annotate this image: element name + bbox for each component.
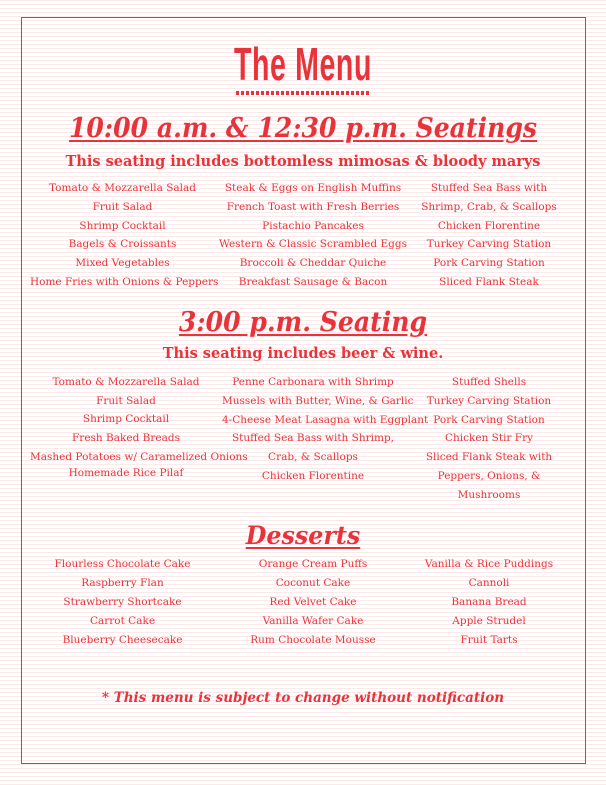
list-item: Turkey Carving Station (426, 394, 552, 407)
list-item: Chicken Florentine (261, 469, 365, 482)
list-item: Western & Classic Scrambled Eggs (219, 238, 407, 251)
desserts-col-2 (218, 555, 408, 650)
list-item: Penne Carbonara with Shrimp (232, 376, 394, 388)
list-item: Banana Bread (451, 596, 527, 608)
list-item: Fruit Tarts (460, 634, 518, 646)
list-item: Home Fries with Onions & Peppers (30, 275, 219, 288)
list-item: Tomato & Mozzarella Salad (52, 376, 200, 388)
list-item: Pork Carving Station (433, 257, 545, 270)
list-item: French Toast with Fresh Berries (226, 200, 400, 213)
list-item: Mussels with Butter, Wine, & Garlic (222, 394, 414, 407)
list-item: Rum Chocolate Mousse (250, 634, 376, 646)
list-item: Turkey Carving Station (426, 238, 552, 251)
list-item: Blueberry Cheesecake (62, 634, 183, 646)
list-item: Apple Strudel (452, 615, 526, 627)
section1-col-2 (218, 179, 408, 292)
list-item: Red Velvet Cake (269, 596, 357, 608)
desserts-col-1 (30, 555, 215, 650)
list-item: Chicken Stir Fry (444, 432, 534, 445)
list-item: Sliced Flank Steak (439, 275, 539, 288)
list-item: Breakfast Sausage & Bacon (238, 275, 388, 288)
list-item: Shrimp Cocktail (82, 413, 170, 425)
list-item: Vanilla & Rice Puddings (424, 558, 554, 570)
list-item: Sliced Flank Steak with Peppers, Onions, & Mushrooms (425, 451, 553, 501)
list-item: Stuffed Sea Bass with Shrimp, Crab, & Scallops (231, 432, 395, 464)
list-item: Steak & Eggs on English Muffins (224, 182, 402, 194)
section1-col-3 (414, 179, 564, 292)
section2-col-3 (414, 373, 564, 505)
list-item: Bagels & Croissants (68, 238, 177, 251)
list-item: Tomato & Mozzarella Salad (48, 182, 197, 194)
section1-heading: 10:00 a.m. & 12:30 p.m. Seatings (68, 113, 538, 144)
list-item: Mashed Potatoes w/ Caramelized Onions (30, 451, 248, 463)
list-item: Orange Cream Puffs (258, 558, 368, 570)
desserts-col-3 (414, 555, 564, 650)
list-item: Broccoli & Cheddar Quiche (239, 257, 387, 270)
list-item: Raspberry Flan (81, 577, 164, 589)
section2-col-2 (222, 373, 429, 486)
list-item: Pork Carving Station (433, 413, 545, 426)
list-item: Shrimp Cocktail (79, 219, 166, 232)
section1-subheading: This seating includes bottomless mimosas & bloody marys (65, 153, 541, 170)
list-item: 4-Cheese Meat Lasagna with Eggplant (222, 413, 429, 426)
page-title: The Menu (233, 38, 373, 90)
section2-heading: 3:00 p.m. Seating (178, 307, 428, 338)
title-underline (236, 91, 370, 95)
list-item: Vanilla Wafer Cake (262, 615, 364, 627)
list-item: Pistachio Pancakes (262, 219, 364, 232)
list-item: Fruit Salad (96, 394, 156, 407)
list-item: Flourless Chocolate Cake (54, 558, 191, 570)
list-item: Stuffed Shells (451, 376, 527, 388)
list-item: Fresh Baked Breads (72, 431, 180, 444)
list-item: Stuffed Sea Bass with Shrimp, Crab, & Scallops (421, 182, 557, 213)
section1-col-1 (30, 179, 219, 292)
list-item: Carrot Cake (89, 615, 156, 627)
section2-subheading: This seating includes beer & wine. (162, 345, 444, 362)
footnote: * This menu is subject to change without notification (101, 690, 505, 706)
list-item: Fruit Salad (92, 200, 153, 213)
list-item: Cannoli (468, 577, 510, 589)
list-item: Chicken Florentine (437, 219, 541, 232)
section2-col-1 (30, 373, 248, 481)
list-item: Coconut Cake (275, 577, 351, 589)
list-item: Mixed Vegetables (75, 257, 170, 270)
desserts-heading: Desserts (245, 521, 361, 550)
list-item: Strawberry Shortcake (63, 596, 182, 608)
list-item: Homemade Rice Pilaf (68, 467, 184, 479)
